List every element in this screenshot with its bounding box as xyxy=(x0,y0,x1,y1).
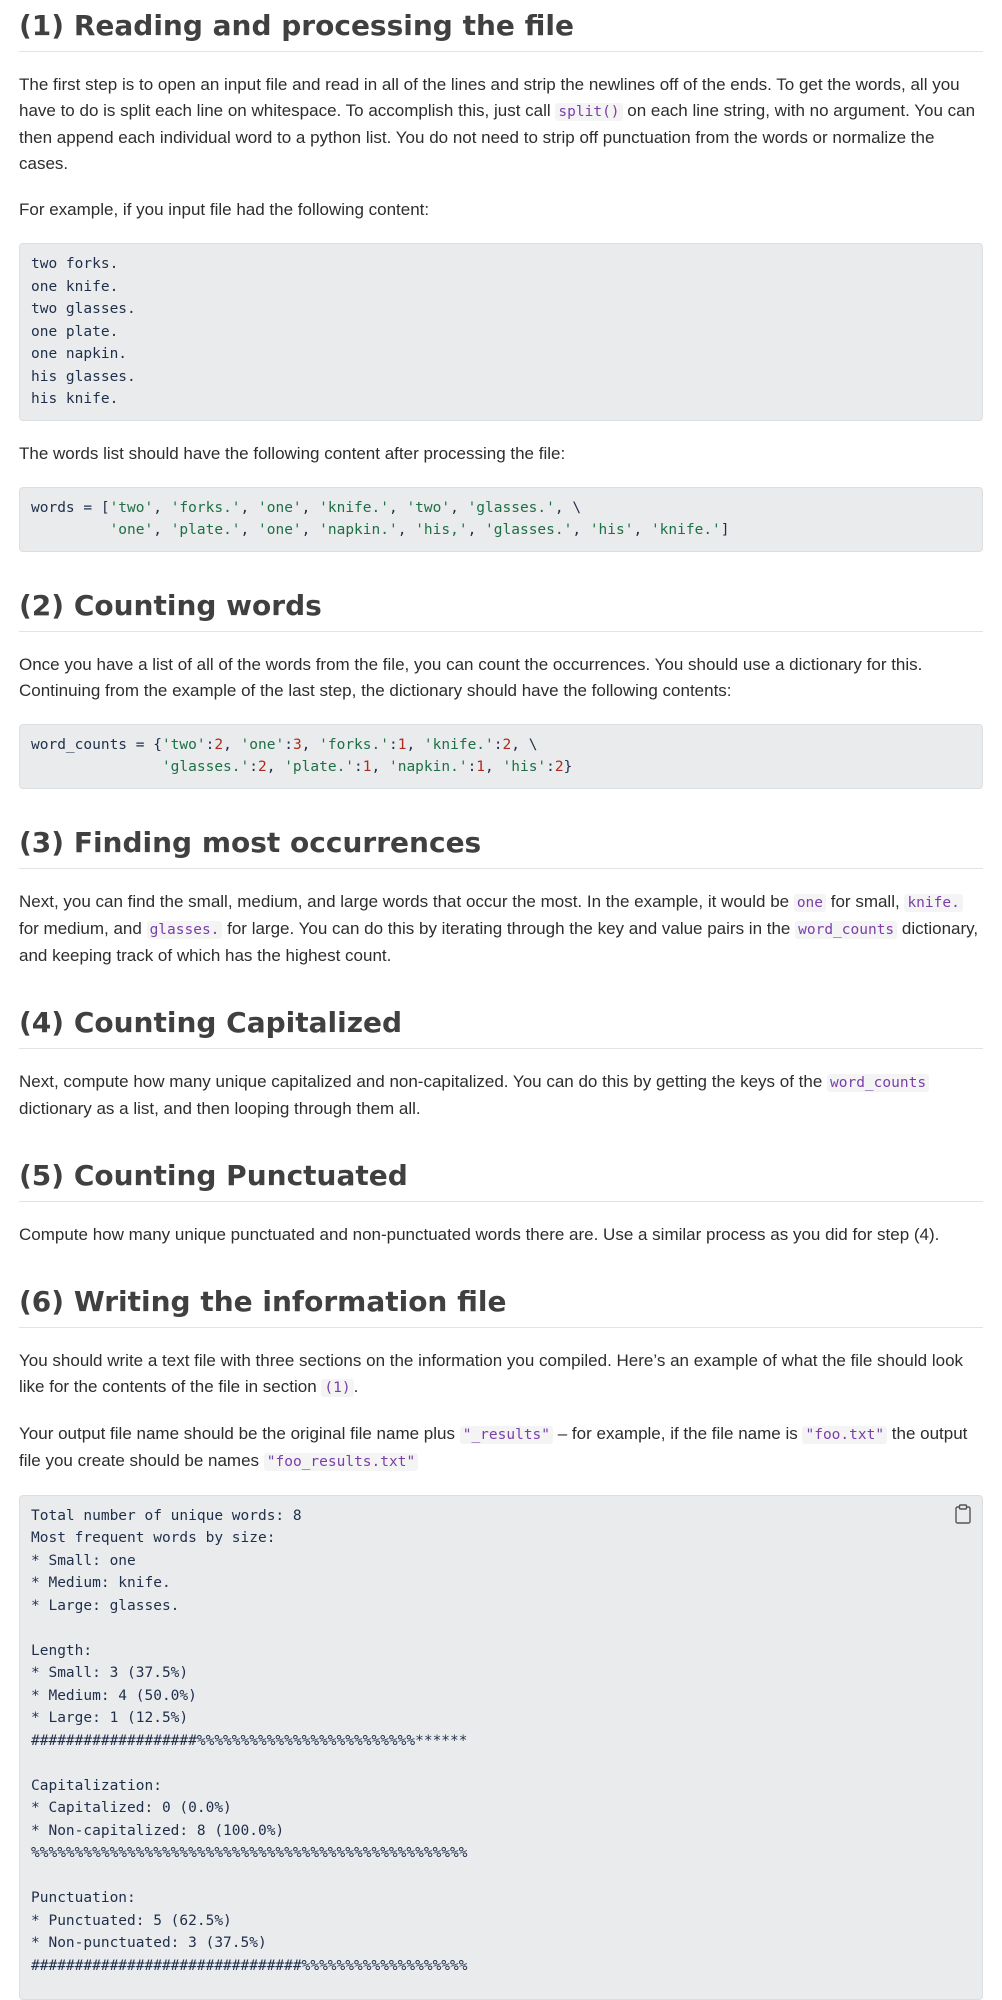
code-number: 3 xyxy=(292,736,302,753)
section-2-heading: (2) Counting words xyxy=(19,588,983,632)
code-string: 'knife.' xyxy=(319,499,389,516)
page-content xyxy=(0,8,1002,2000)
code-number: 2 xyxy=(502,736,512,753)
section-5-paragraph: Compute how many unique punctuated and non-punctuated words there are. Use a similar process as you did for step (4). xyxy=(19,1224,940,1244)
inline-code-section-ref: (1) xyxy=(321,1379,353,1397)
input-line: two forks. xyxy=(31,256,119,272)
code-string: 'glasses.' xyxy=(467,499,555,516)
code-string: 'one' xyxy=(258,499,302,516)
code-number: 2 xyxy=(554,759,564,775)
section-4-heading: (4) Counting Capitalized xyxy=(19,1005,983,1049)
text: the output file you create should be names xyxy=(19,1423,968,1470)
inline-code-split: split() xyxy=(555,103,622,121)
section-6-paragraph-1 xyxy=(19,1348,983,1401)
inline-code-knife: knife. xyxy=(904,894,962,912)
code-string: 'one' xyxy=(240,736,285,753)
code-string: 'his,' xyxy=(415,522,468,538)
inline-code-word-counts: word_counts xyxy=(827,1074,929,1092)
input-line: his knife. xyxy=(31,391,119,407)
code-string: 'knife.' xyxy=(650,522,721,538)
section-3-heading: (3) Finding most occurrences xyxy=(19,825,983,869)
inline-code-foo-results: "foo_results.txt" xyxy=(264,1453,418,1471)
text: . xyxy=(353,1376,359,1396)
code-variable: words xyxy=(31,499,75,516)
code-number: 2 xyxy=(214,736,224,753)
code-string: 'two' xyxy=(109,499,154,516)
section-4-paragraph xyxy=(19,1069,983,1122)
code-number: 1 xyxy=(362,759,372,775)
input-line: his glasses. xyxy=(31,368,136,385)
section-1-paragraph-2: For example, if you input file had the following content: xyxy=(19,200,430,219)
section-1-paragraph-1 xyxy=(19,72,983,177)
code-string: 'knife.' xyxy=(423,736,494,753)
word-counts-code-block: word_counts = {'two':2, 'one':3, 'forks.':1, 'knife.':2, \ 'glasses.':2, 'plate.':1, 'napkin.':1, 'his':2} xyxy=(19,724,983,789)
code-string: 'one' xyxy=(258,522,302,538)
clipboard-icon[interactable] xyxy=(954,1504,972,1524)
text: Next, you can find the small, medium, and large words that occur the most. In the example, it would be xyxy=(19,891,794,911)
text: for large. You can do this by iterating through the key and value pairs in the xyxy=(222,918,796,938)
section-1-heading: (1) Reading and processing the file xyxy=(19,8,983,52)
section-2-paragraph: Once you have a list of all of the words from the file, you can count the occurrences. You should use a dictionary for this. Continuing from the example of the last step, the dictionary should have the following contents: xyxy=(19,654,923,700)
section-3-paragraph xyxy=(19,889,983,969)
input-line: one napkin. xyxy=(31,346,128,362)
input-line: two glasses. xyxy=(31,301,136,317)
text: for small, xyxy=(826,891,905,911)
inline-code-glasses: glasses. xyxy=(147,921,223,939)
inline-code-word-counts: word_counts xyxy=(795,921,897,939)
text: dictionary as a list, and then looping through them all. xyxy=(19,1098,421,1118)
code-number: 2 xyxy=(258,759,267,775)
code-string: 'glasses.' xyxy=(161,759,250,775)
text: You should write a text file with three sections on the information you compiled. Here’s an example of what the file should look like for the contents of the file in section xyxy=(19,1350,964,1396)
inline-code-results-suffix: "_results" xyxy=(460,1426,553,1444)
section-5-heading: (5) Counting Punctuated xyxy=(19,1158,983,1202)
words-list-code-block: words = ['two', 'forks.', 'one', 'knife.', 'two', 'glasses.', \ 'one', 'plate.', 'one', 'napkin.', 'his,', 'glasses.', 'his', 'knife.'] xyxy=(19,487,983,552)
input-file-code-block xyxy=(19,243,983,421)
code-string: 'napkin.' xyxy=(388,759,468,775)
output-file-code-block xyxy=(19,1495,983,2000)
text: – for example, if the file name is xyxy=(553,1423,803,1443)
output-file-text: Total number of unique words: 8 Most frequent words by size: * Small: one * Medium: knife. * Large: glasses. Length: * Small: 3 (37.5%) * Medium: 4 (50.0%) * Large: 1 (12.5%) ###################%%%%%%%%%%%%%%%%%%%%%%%%%****** Capitalization: * Capitalized: 0 (0.0%) * Non-capitalized: 8 (100.0%) %%%%%%%%%%%%%%%%%%%%%%%%%%%%%%%%%%%%%%%%%%%%%%%%%% Punctuation: * Punctuated: 5 (62.5%) * Non-punctuated: 3 (37.5%) ###############################%%%%%%%%%%%%%%%%%%% xyxy=(31,1507,468,1974)
section-1-paragraph-3: The words list should have the following content after processing the file: xyxy=(19,443,566,463)
code-string: 'forks.' xyxy=(319,736,389,753)
input-line: one plate. xyxy=(31,323,119,340)
section-6-paragraph-2 xyxy=(19,1421,983,1475)
code-string: 'plate.' xyxy=(170,522,241,538)
text: Your output file name should be the original file name plus xyxy=(19,1423,460,1443)
text: Next, compute how many unique capitalized and non-capitalized. You can do this by getting the keys of the xyxy=(19,1071,828,1091)
code-string: 'two' xyxy=(161,736,206,753)
code-string: 'his' xyxy=(502,759,547,775)
text: The first step is to open an input file and read in all of the lines and strip the newlines off of the ends. To get the words, all you have to do is split each line on whitespace. To accomplish this, just call xyxy=(19,75,960,120)
code-string: 'plate.' xyxy=(284,759,355,775)
text: on each line string, with no argument. You can then append each individual word to a python list. You do not need to strip off punctuation from the words or normalize the cases. xyxy=(19,101,976,173)
section-6-heading: (6) Writing the information file xyxy=(19,1284,983,1328)
code-string: 'one' xyxy=(109,522,154,538)
code-variable: word_counts xyxy=(31,736,128,753)
text: dictionary, and keeping track of which has the highest count. xyxy=(19,918,979,965)
inline-code-foo-txt: "foo.txt" xyxy=(802,1426,887,1444)
code-string: 'his' xyxy=(589,522,634,538)
code-number: 1 xyxy=(397,736,407,753)
code-string: 'two' xyxy=(406,499,451,516)
code-string: 'napkin.' xyxy=(319,522,398,538)
code-number: 1 xyxy=(476,759,486,775)
text: for medium, and xyxy=(19,918,147,938)
code-string: 'forks.' xyxy=(170,499,241,516)
inline-code-one: one xyxy=(794,894,826,912)
code-string: 'glasses.' xyxy=(485,522,573,538)
input-line: one knife. xyxy=(31,278,119,295)
